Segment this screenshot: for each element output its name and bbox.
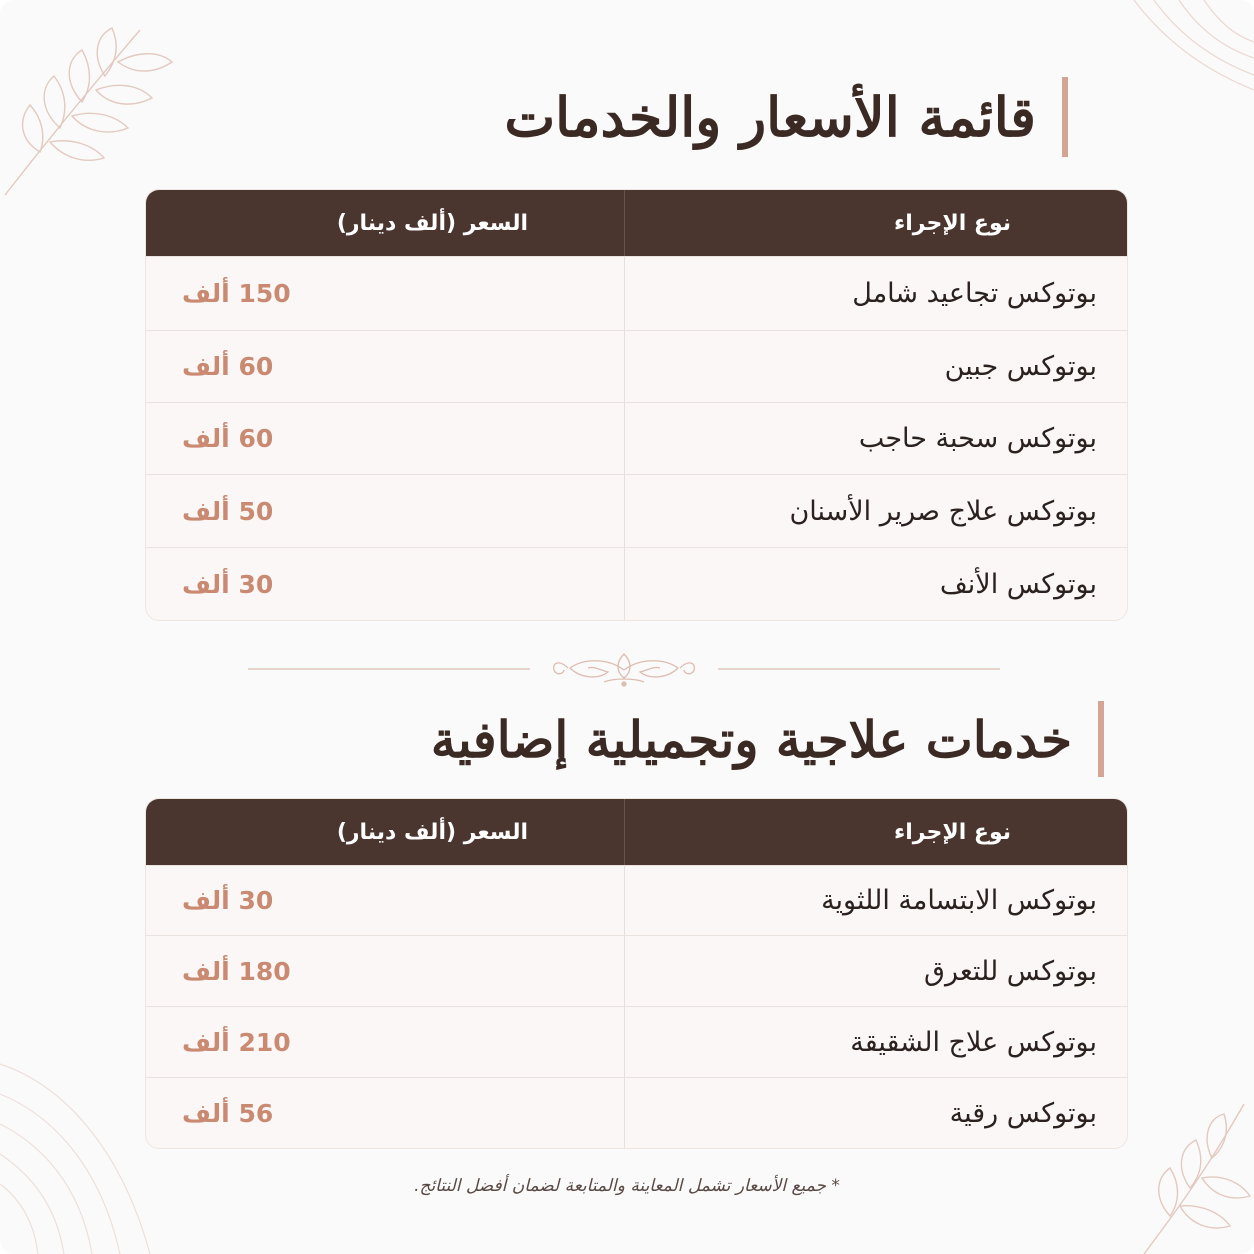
price-value: 180 ألف [182,956,291,986]
price-table-1 [145,189,1128,621]
price-value: 210 ألف [182,1027,291,1057]
wave-lines-top-right-icon [1124,0,1254,150]
leaf-branch-bottom-right-icon [1124,1094,1254,1254]
procedure-cell [624,548,1127,620]
leaf-branch-top-left-icon [0,10,190,200]
procedure-cell [624,866,1127,935]
procedure-name: بوتوكس سحبة حاجب [858,423,1097,454]
procedure-name: بوتوكس الأنف [939,568,1097,600]
table-row [146,865,1127,935]
section-1-title [504,76,1068,158]
header-procedure-label: نوع الإجراء [894,819,1011,845]
price-cell [146,1078,624,1148]
price-value: 30 ألف [182,886,274,915]
price-value: 30 ألف [182,569,274,599]
procedure-name: بوتوكس علاج صرير الأسنان [789,495,1097,527]
price-cell [146,936,624,1006]
price-cell [146,403,624,474]
price-cell [146,866,624,935]
table-row [146,935,1127,1006]
procedure-cell [624,1007,1127,1077]
procedure-name: بوتوكس تجاعيد شامل [852,278,1097,309]
table-row [146,1006,1127,1077]
section-2-title [431,700,1104,778]
table-header [146,190,1127,256]
price-table-2 [145,798,1128,1149]
table-row [146,402,1127,474]
price-cell [146,257,624,330]
procedure-name: بوتوكس رقية [949,1097,1097,1129]
price-value: 60 ألف [182,352,274,381]
procedure-cell [624,475,1127,547]
header-price-cell [146,190,624,256]
table-header [146,799,1127,865]
header-price-cell [146,799,624,865]
price-value: 56 ألف [182,1098,274,1128]
procedure-name: بوتوكس جبين [944,351,1097,382]
price-cell [146,1007,624,1077]
table-row [146,330,1127,402]
procedure-cell [624,331,1127,402]
header-procedure-cell [624,190,1127,256]
price-value: 50 ألف [182,496,274,526]
procedure-name: بوتوكس للتعرق [924,955,1097,987]
price-value: 60 ألف [182,424,274,453]
header-price-label: السعر (ألف دينار) [336,819,528,845]
table-row [146,1077,1127,1148]
footnote: * جميع الأسعار تشمل المعاينة والمتابعة لضمان أفضل النتائج. [414,1176,840,1196]
price-cell [146,475,624,547]
section-1-title-text: قائمة الأسعار والخدمات [504,85,1036,149]
table-row [146,547,1127,620]
table-row [146,474,1127,547]
section-2-title-text: خدمات علاجية وتجميلية إضافية [430,709,1072,769]
header-procedure-label: نوع الإجراء [894,210,1011,236]
procedure-name: بوتوكس الابتسامة اللثوية [821,885,1097,916]
procedure-cell [624,936,1127,1006]
price-value: 150 ألف [182,279,291,308]
procedure-cell [624,403,1127,474]
price-cell [146,548,624,620]
procedure-name: بوتوكس علاج الشقيقة [850,1026,1097,1058]
ornament-divider-icon [248,648,1000,690]
price-cell [146,331,624,402]
header-price-label: السعر (ألف دينار) [336,210,528,236]
title-accent-bar [1098,701,1104,777]
procedure-cell [624,1078,1127,1148]
table-row [146,256,1127,330]
header-procedure-cell [624,799,1127,865]
title-accent-bar [1062,77,1068,157]
procedure-cell [624,257,1127,330]
